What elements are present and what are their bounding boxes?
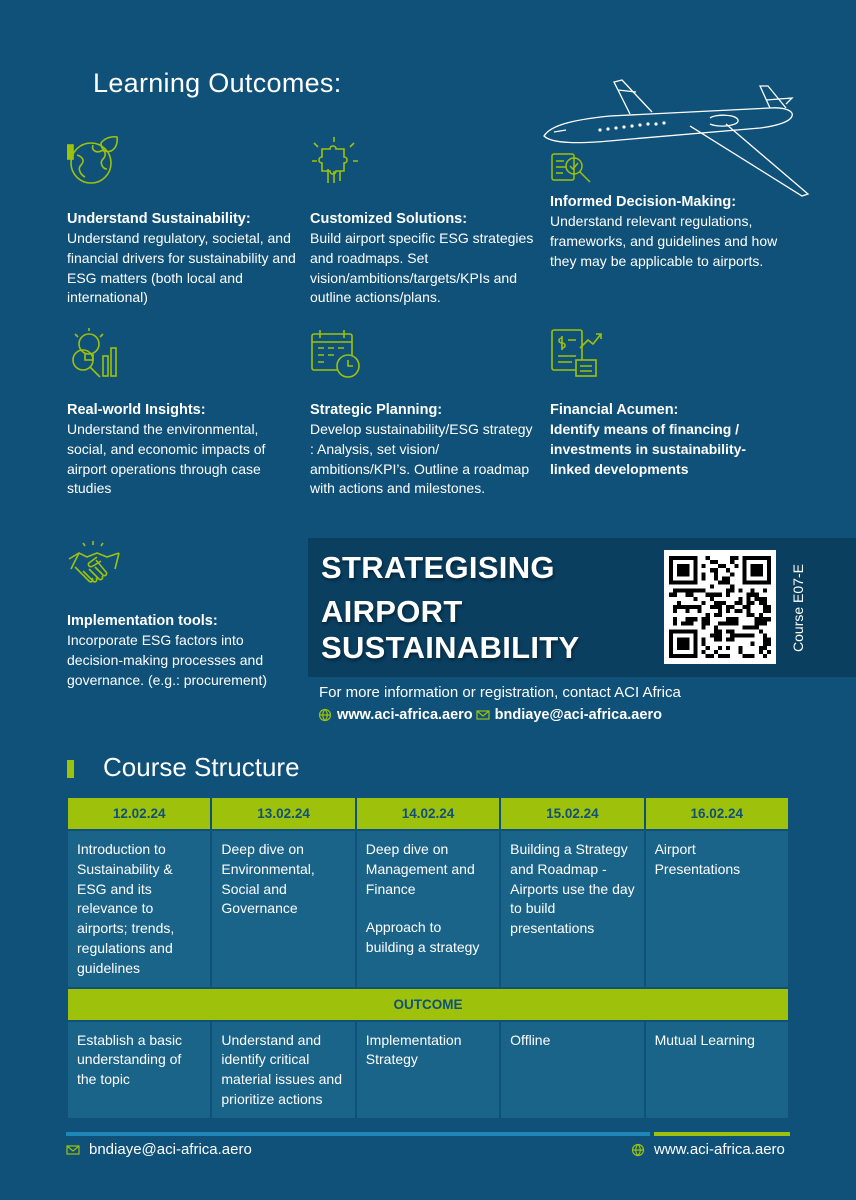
table-header-row [67, 797, 789, 830]
puzzle-hand-icon [310, 135, 364, 189]
mail-icon [476, 708, 490, 722]
outcome-informed-decision-making [550, 193, 780, 271]
qr-modules [669, 556, 771, 658]
contact-email-link[interactable]: bndiaye@aci-africa.aero [494, 707, 662, 723]
outcome-text: Understand regulatory, societal, and financial drivers for sustainability and ESG matters (both local and international) [67, 230, 296, 306]
section-marker [67, 760, 74, 778]
outcome-text: Incorporate ESG factors into decision-making processes and governance. (e.g.: procurement) [67, 632, 267, 688]
qr-code[interactable] [664, 550, 776, 664]
outcome-title: Strategic Planning: [310, 402, 443, 418]
footer-email-link[interactable]: bndiaye@aci-africa.aero [89, 1141, 252, 1158]
banner-title-line2: AIRPORT [321, 594, 463, 629]
banner-title-line1: STRATEGISING [321, 550, 555, 585]
contact-links [318, 707, 662, 723]
outcome-strategic-planning [310, 326, 540, 499]
table-row-outcomes [67, 1021, 789, 1119]
topic-cell: Introduction to Sustainability & ESG and its relevance to airports; trends, regulations and guidelines [67, 830, 211, 988]
outcome-cell: Offline [500, 1021, 644, 1119]
globe-icon [631, 1143, 645, 1157]
topic-cell [356, 830, 500, 988]
outcome-cell: Implementation Strategy [356, 1021, 500, 1119]
contact-intro: For more information or registration, contact ACI Africa [319, 684, 681, 701]
outcome-text: Understand relevant regulations, frameworks, and guidelines and how they may be applicable to airports. [550, 213, 778, 269]
outcome-cell: Establish a basic understanding of the topic [67, 1021, 211, 1119]
outcome-financial-acumen [550, 326, 780, 479]
learning-outcomes-title: Learning Outcomes: [93, 68, 342, 98]
outcome-text: Develop sustainability/ESG strategy : Analysis, set vision/ ambitions/KPI’s. Outline a roadmap with actions and milestones. [310, 421, 533, 497]
outcome-customized-solutions [310, 135, 540, 308]
spacer [366, 899, 491, 918]
footer-divider-blue [66, 1132, 650, 1136]
outcome-label: OUTCOME [67, 988, 789, 1021]
outcome-understand-sustainability [67, 135, 297, 308]
mail-icon [66, 1143, 80, 1157]
globe-icon [318, 708, 332, 722]
topic-cell: Building a Strategy and Roadmap - Airports use the day to build presentations [500, 830, 644, 988]
date-header: 14.02.24 [356, 797, 500, 830]
date-header: 16.02.24 [645, 797, 789, 830]
course-code [776, 538, 820, 677]
course-banner [308, 538, 856, 677]
handshake-icon [67, 537, 121, 591]
footer-website-link[interactable]: www.aci-africa.aero [654, 1141, 785, 1158]
calendar-clock-icon [310, 326, 364, 380]
outcome-text: Identify means of financing / investments in sustainability-linked developments [550, 421, 747, 477]
outcome-header-row [67, 988, 789, 1021]
globe-leaf-icon [67, 135, 121, 189]
outcome-cell: Understand and identify critical material issues and prioritize actions [211, 1021, 355, 1119]
table-row-topics [67, 830, 789, 988]
contact-website-link[interactable]: www.aci-africa.aero [337, 707, 473, 723]
lightbulb-chart-icon [67, 326, 121, 380]
course-code-text: Course E07-E [790, 563, 806, 652]
topic-cell: Deep dive on Environmental, Social and Governance [211, 830, 355, 988]
outcome-cell: Mutual Learning [645, 1021, 789, 1119]
outcome-text: Understand the environmental, social, and economic impacts of airport operations through case studies [67, 421, 266, 497]
topic-cell: Airport Presentations [645, 830, 789, 988]
date-header: 13.02.24 [211, 797, 355, 830]
outcome-text: Build airport specific ESG strategies and roadmaps. Set vision/ambitions/targets/KPIs and outline actions/plans. [310, 230, 534, 306]
date-header: 15.02.24 [500, 797, 644, 830]
banner-title [321, 546, 580, 670]
footer-divider-green [654, 1132, 790, 1136]
outcome-title: Implementation tools: [67, 613, 218, 629]
footer-email [66, 1141, 252, 1158]
course-structure-table [66, 796, 790, 1120]
footer-website [631, 1141, 785, 1158]
course-structure-title: Course Structure [103, 752, 300, 782]
banner-title-line3: SUSTAINABILITY [321, 630, 580, 665]
outcome-title: Customized Solutions: [310, 211, 468, 227]
topic-text: Deep dive on Management and Finance [365, 841, 475, 897]
qr-code-pattern [669, 555, 771, 659]
outcome-title: Financial Acumen: [550, 402, 679, 418]
topic-extra-text: Approach to building a strategy [365, 919, 480, 956]
date-header: 12.02.24 [67, 797, 211, 830]
outcome-title: Understand Sustainability: [67, 211, 251, 227]
outcome-title: Real-world Insights: [67, 402, 206, 418]
outcome-title: Informed Decision-Making: [550, 194, 737, 210]
outcome-implementation-tools [67, 537, 297, 690]
finance-document-icon [550, 326, 604, 380]
airplane-illustration [540, 78, 812, 203]
outcome-real-world-insights [67, 326, 297, 499]
